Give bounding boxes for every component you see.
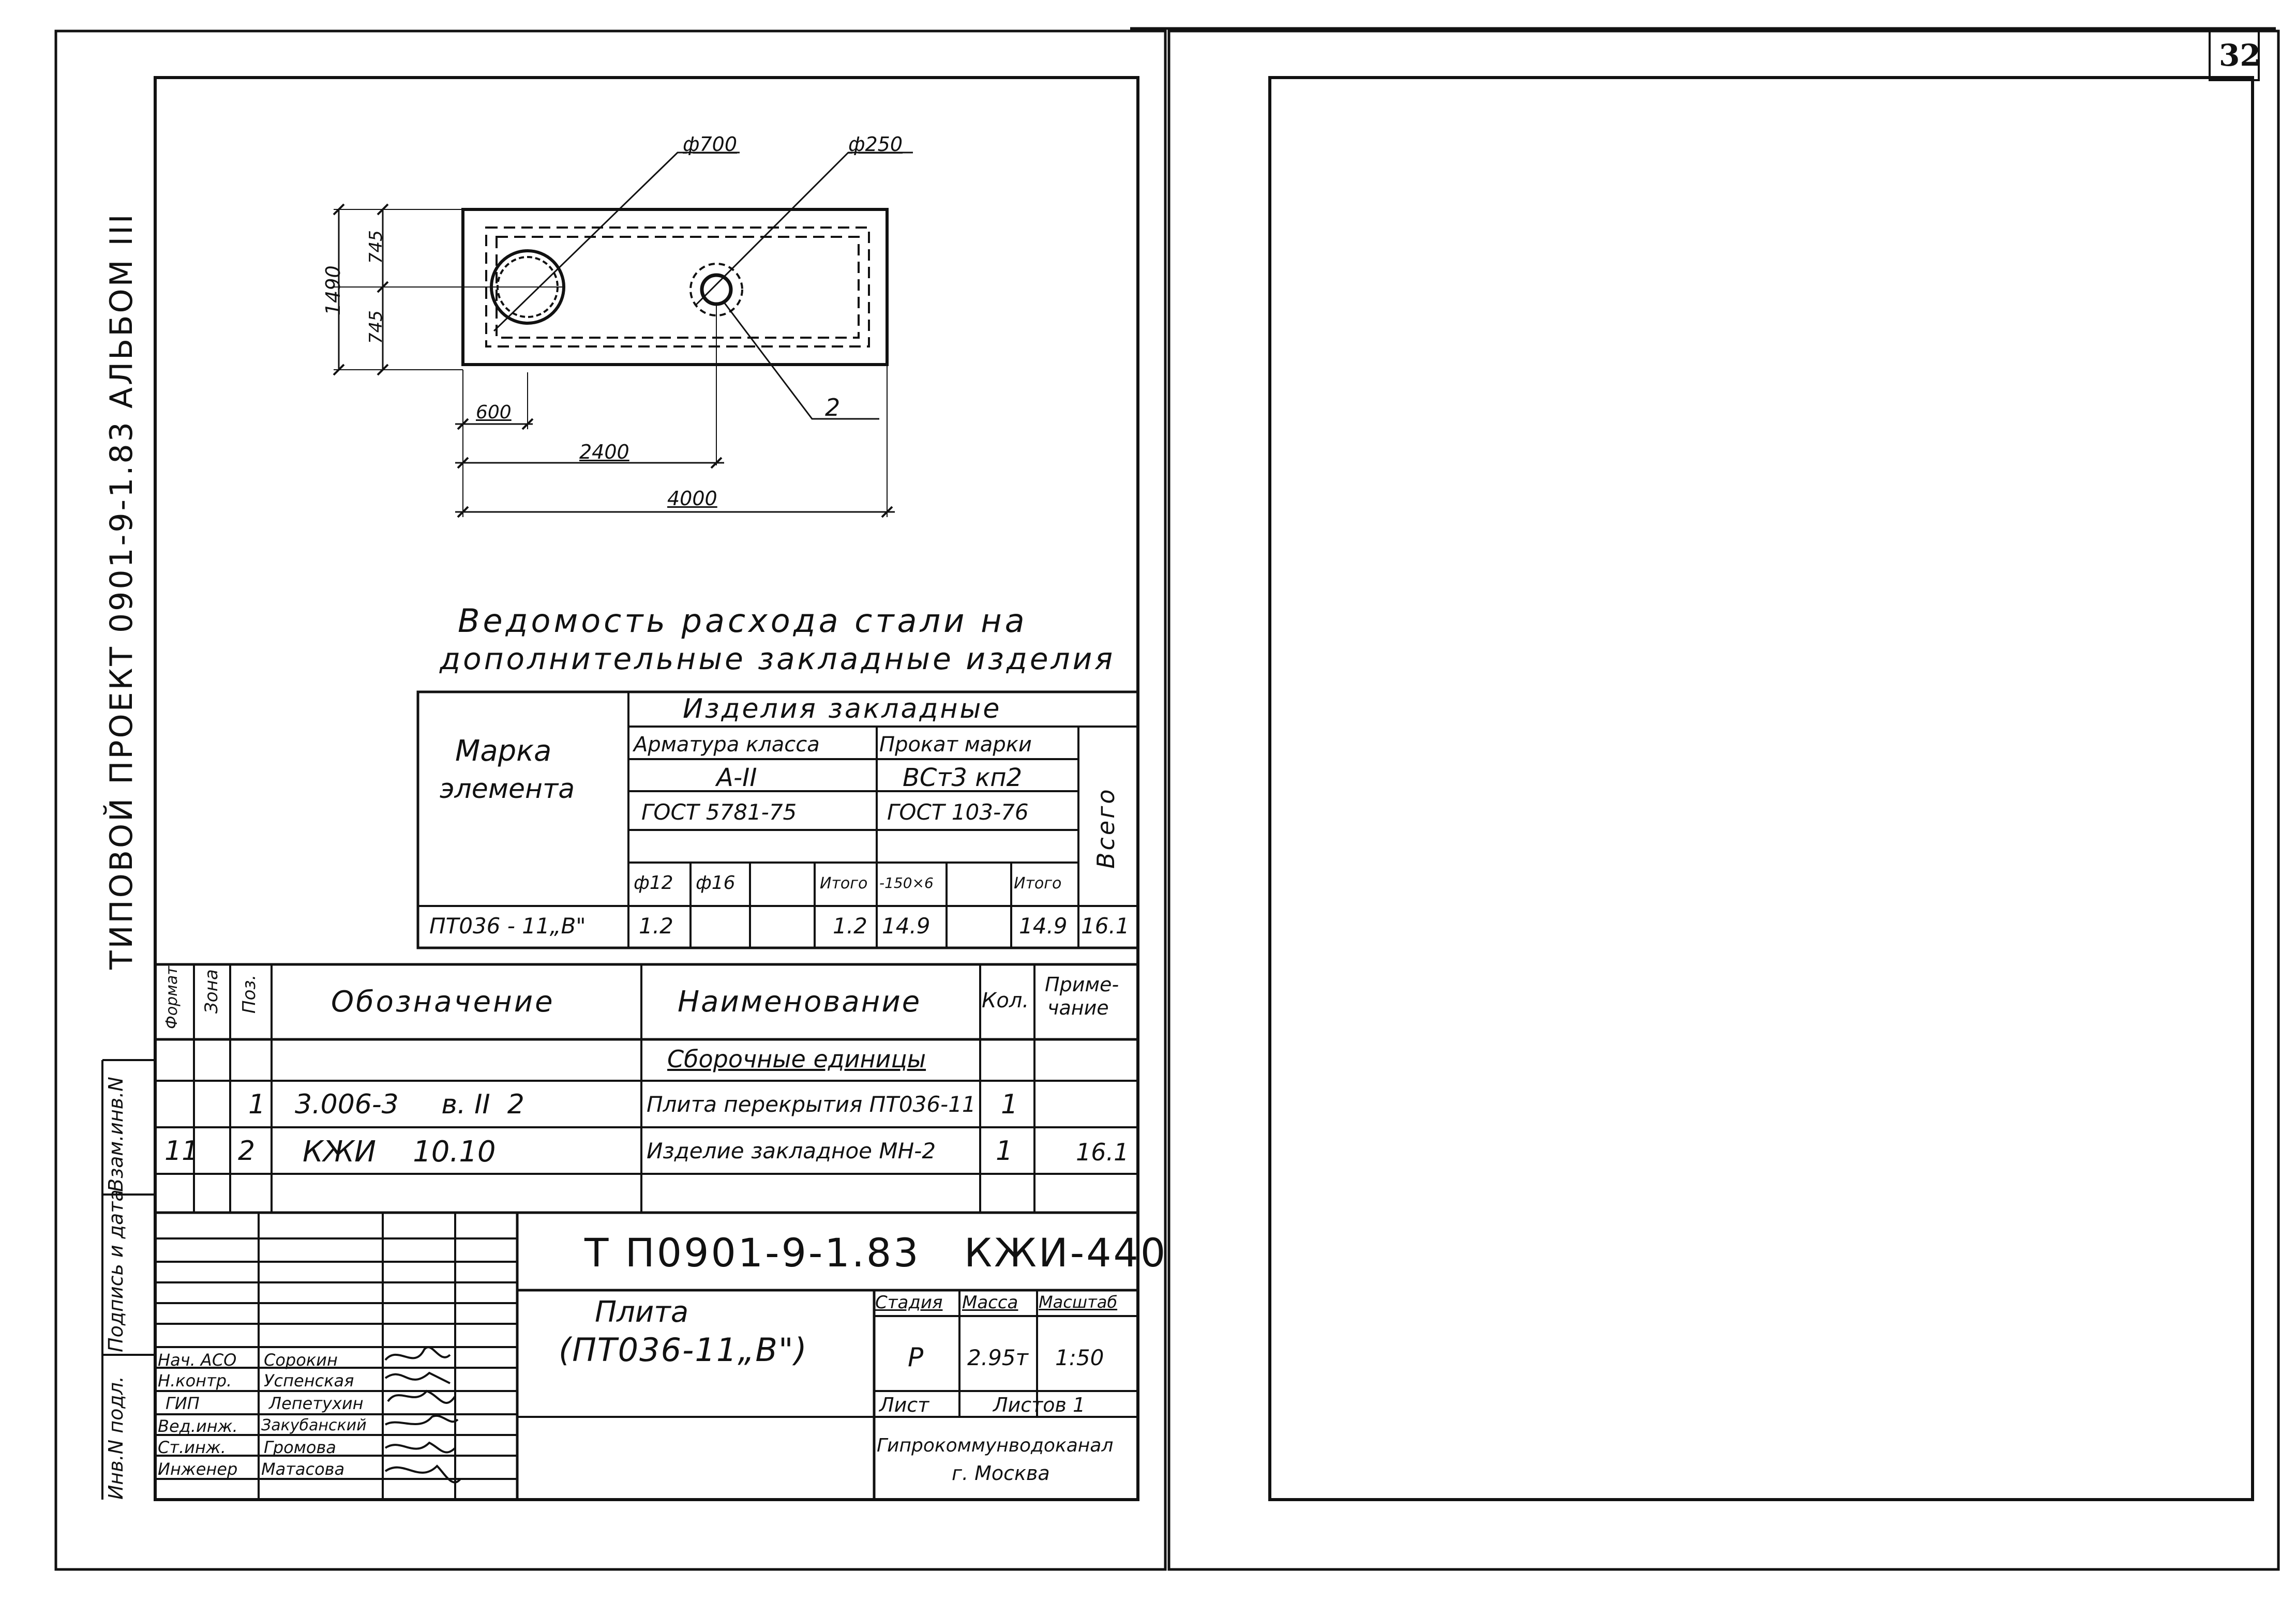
embedded-header: Изделия закладные <box>683 693 1002 724</box>
h-designation: Обозначение <box>331 985 555 1019</box>
signer-role-4: Вед.инж. <box>158 1416 238 1436</box>
col-mark-1: Марка <box>455 734 552 768</box>
sub-total-a: Итого <box>820 874 868 893</box>
row2-format: 11 <box>164 1136 199 1167</box>
h-pos: Поз. <box>239 974 260 1014</box>
row-mark: ПТ036 - 11„В" <box>429 913 586 939</box>
h-stage: Стадия <box>875 1292 943 1313</box>
page-number: 32 <box>2219 38 2261 73</box>
mass-value: 2.95т <box>967 1345 1028 1370</box>
org-line-1: Гипрокоммунводоканал <box>877 1435 1114 1456</box>
row-total: 16.1 <box>1081 913 1130 939</box>
object-line-2: (ПТ036-11„В") <box>559 1331 808 1369</box>
stamp-replace-inv: Взам.инв.N <box>104 1077 127 1192</box>
rebar-header: Арматура класса <box>634 733 820 757</box>
signer-role-1: Нач. АСО <box>158 1350 237 1370</box>
sheet-label: Лист <box>879 1394 929 1416</box>
row-d12: 1.2 <box>639 913 673 939</box>
row2-pos: 2 <box>238 1136 256 1167</box>
dim-d700: ф700 <box>683 133 738 156</box>
signer-name-3: Лепетухин <box>269 1394 364 1413</box>
steel-table-title-2: дополнительные закладные изделия <box>440 641 1116 676</box>
sheets-label: Листов 1 <box>993 1394 1086 1416</box>
section-assembly: Сборочные единицы <box>667 1045 926 1073</box>
signer-name-4: Закубанский <box>261 1416 367 1434</box>
steel-table-title-1: Ведомость расхода стали на <box>458 602 1028 640</box>
row2-designation: КЖИ 10.10 <box>303 1135 496 1169</box>
h-zone: Зона <box>201 969 222 1014</box>
stage-value: Р <box>908 1342 924 1372</box>
rolled-grade: ВСт3 кп2 <box>903 763 1023 792</box>
row2-qty: 1 <box>996 1136 1013 1167</box>
row-total-a: 1.2 <box>833 913 867 939</box>
signer-role-5: Ст.инж. <box>158 1438 226 1457</box>
dim-d250: ф250 <box>848 133 903 156</box>
signer-role-6: Инженер <box>158 1459 238 1479</box>
row2-name: Изделие закладное МН-2 <box>647 1138 936 1163</box>
row1-name: Плита перекрытия ПТ036-11 <box>647 1092 976 1117</box>
row-150: 14.9 <box>882 913 931 939</box>
object-line-1: Плита <box>595 1295 689 1329</box>
callout-2: 2 <box>825 394 841 421</box>
dim-1490: 1490 <box>322 265 344 315</box>
row2-note: 16.1 <box>1076 1138 1129 1166</box>
signer-role-2: Н.контр. <box>158 1371 232 1391</box>
scale-value: 1:50 <box>1055 1345 1104 1370</box>
h-note-2: чание <box>1047 996 1109 1019</box>
dim-600: 600 <box>476 402 512 423</box>
h-format: Формат <box>163 966 181 1029</box>
dim-4000: 4000 <box>667 487 717 510</box>
h-scale: Масштаб <box>1039 1292 1118 1312</box>
h-qty: Кол. <box>982 989 1029 1012</box>
sub-150: -150×6 <box>879 874 934 891</box>
rolled-gost: ГОСТ 103-76 <box>887 799 1029 825</box>
row1-pos: 1 <box>248 1089 266 1120</box>
signer-name-6: Матасова <box>261 1459 345 1479</box>
rolled-header: Прокат марки <box>879 733 1032 757</box>
org-line-2: г. Москва <box>952 1462 1050 1485</box>
signer-name-5: Громова <box>264 1438 336 1457</box>
rebar-class: А-II <box>716 763 757 792</box>
dim-2400: 2400 <box>579 441 629 463</box>
stamp-inv-orig: Инв.N подл. <box>104 1376 127 1500</box>
signer-role-3: ГИП <box>166 1394 200 1413</box>
row-total-b: 14.9 <box>1019 913 1068 939</box>
dim-745-top: 745 <box>366 230 386 264</box>
rebar-gost: ГОСТ 5781-75 <box>641 799 797 825</box>
total-header: Всего <box>1092 787 1120 869</box>
h-note-1: Приме- <box>1045 973 1119 996</box>
dim-745-bottom: 745 <box>366 310 386 344</box>
col-mark-2: элемента <box>440 774 575 805</box>
sub-d16: ф16 <box>696 872 736 894</box>
row1-designation: 3.006-3 в. II 2 <box>295 1089 524 1120</box>
row1-qty: 1 <box>1001 1089 1018 1120</box>
project-label: ТИПОВОЙ ПРОЕКТ 0901-9-1.83 <box>103 420 140 970</box>
sub-d12: ф12 <box>634 872 673 894</box>
h-name: Наименование <box>678 985 922 1019</box>
drawing-code: Т П0901-9-1.83 КЖИ-440 <box>584 1230 1168 1276</box>
album-label: АЛЬБОМ III <box>103 212 140 409</box>
sub-total-b: Итого <box>1014 874 1062 893</box>
stamp-sign-date: Подпись и дата <box>104 1189 127 1352</box>
signer-name-2: Успенская <box>264 1371 354 1391</box>
signer-name-1: Сорокин <box>264 1350 338 1370</box>
h-mass: Масса <box>962 1292 1018 1313</box>
